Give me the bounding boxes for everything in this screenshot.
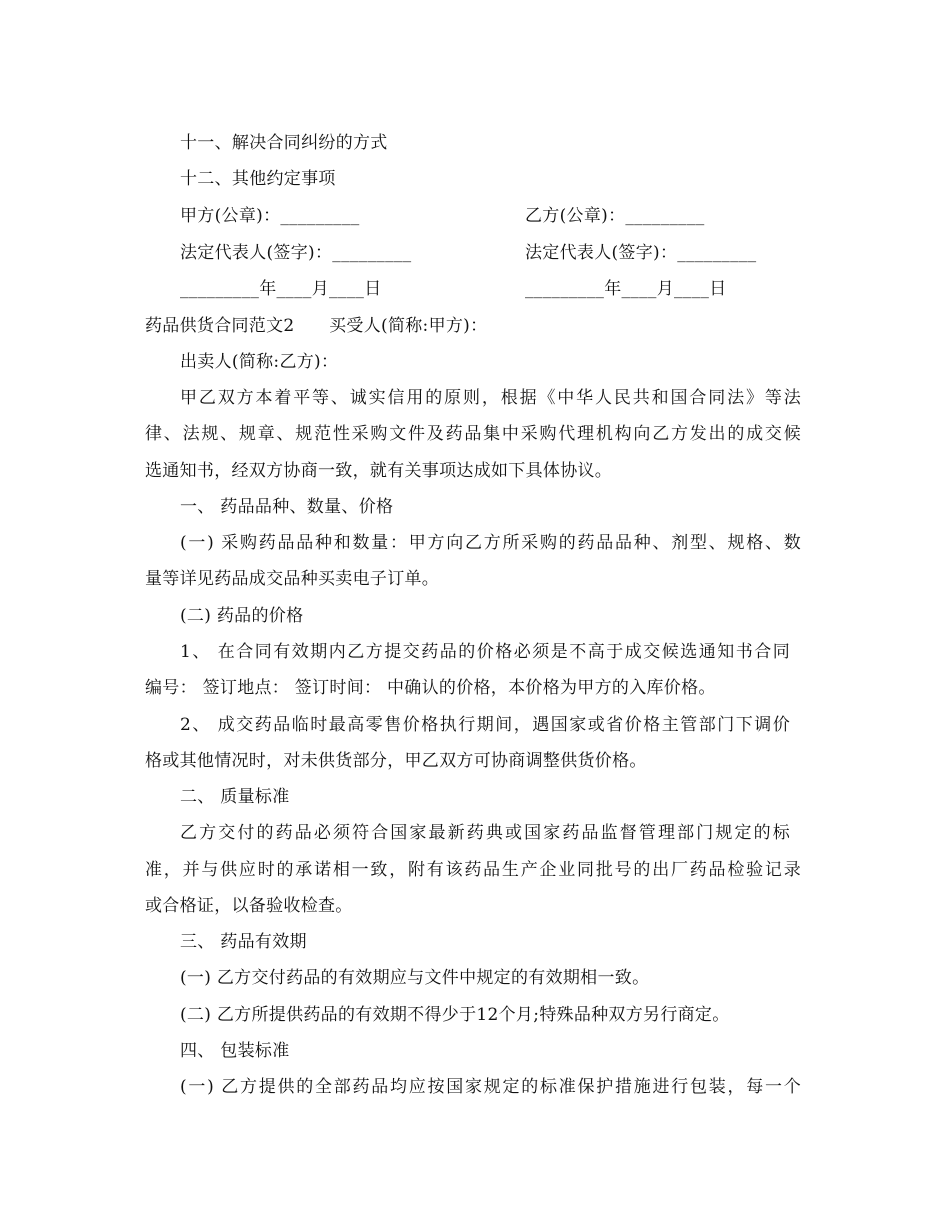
party-b-seal-field: 乙方(公章)：_________ (525, 206, 705, 226)
clause-11-heading: 十一、解决合同纠纷的方式 (180, 133, 388, 153)
body-paragraph: 1、 在合同有效期内乙方提交药品的价格必须是不高于成交候选通知书合同 (180, 642, 790, 662)
body-paragraph: (二) 乙方所提供药品的有效期不得少于12个月;特殊品种双方另行商定。 (180, 1005, 730, 1025)
body-paragraph: (一) 乙方交付药品的有效期应与文件中规定的有效期相一致。 (180, 968, 650, 988)
body-paragraph: (一) 采购药品品种和数量：甲方向乙方所采购的药品品种、剂型、规格、数 (180, 533, 801, 553)
subsection-heading: (二) 药品的价格 (180, 606, 304, 626)
body-paragraph: 量等详见药品成交品种买卖电子订单。 (145, 569, 440, 589)
section-heading: 四、 包装标准 (180, 1041, 290, 1061)
party-a-seal-field: 甲方(公章)：_________ (180, 206, 360, 226)
body-paragraph: 律、法规、规章、规范性采购文件及药品集中采购代理机构向乙方发出的成交候 (145, 424, 801, 444)
party-a-rep-signature: 法定代表人(签字)：_________ (180, 243, 412, 263)
party-b-date: _________年____月____日 (525, 279, 727, 299)
section-heading: 一、 药品品种、数量、价格 (180, 497, 394, 517)
body-paragraph: 格或其他情况时，对未供货部分，甲乙双方可协商调整供货价格。 (145, 751, 647, 771)
body-paragraph: 或合格证，以备验收检查。 (145, 896, 353, 916)
body-paragraph: 乙方交付的药品必须符合国家最新药典或国家药品监督管理部门规定的标 (180, 823, 790, 843)
party-b-rep-signature: 法定代表人(签字)：_________ (525, 243, 757, 263)
body-paragraph: 准，并与供应时的承诺相一致，附有该药品生产企业同批号的出厂药品检验记录 (145, 860, 801, 880)
body-paragraph: 编号： 签订地点： 签订时间： 中确认的价格，本价格为甲方的入库价格。 (145, 678, 716, 698)
section-heading: 二、 质量标准 (180, 787, 290, 807)
body-paragraph: 甲乙双方本着平等、诚实信用的原则，根据《中华人民共和国合同法》等法 (180, 388, 801, 408)
document-title-line: 药品供货合同范文2 买受人(简称:甲方)： (145, 316, 488, 336)
body-paragraph: 2、 成交药品临时最高零售价格执行期间，遇国家或省价格主管部门下调价 (180, 715, 790, 735)
body-paragraph: (一) 乙方提供的全部药品均应按国家规定的标准保护措施进行包装，每一个 (180, 1077, 801, 1097)
body-paragraph: 选通知书，经双方协商一致，就有关事项达成如下具体协议。 (145, 461, 613, 481)
seller-line: 出卖人(简称:乙方)： (180, 352, 339, 372)
section-heading: 三、 药品有效期 (180, 932, 307, 952)
party-a-date: _________年____月____日 (180, 279, 382, 299)
clause-12-heading: 十二、其他约定事项 (180, 169, 336, 189)
